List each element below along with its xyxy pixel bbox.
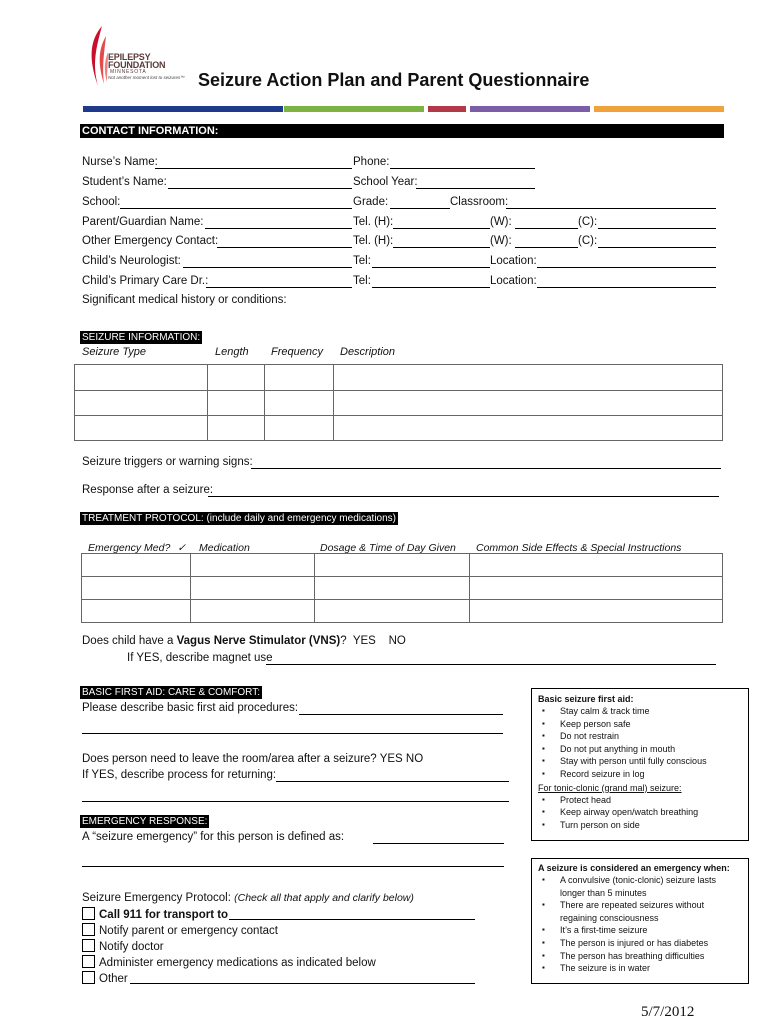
list-item: [538, 768, 748, 781]
nurse-name-field[interactable]: [155, 168, 352, 169]
table-cell[interactable]: [265, 391, 334, 416]
table-row: [75, 416, 723, 441]
bullet-icon: ▪: [542, 731, 545, 741]
list-item-text: Keep airway open/watch breathing: [560, 807, 699, 818]
vns-question: [82, 635, 406, 647]
emergency-definition-field-2[interactable]: [82, 866, 504, 867]
seizure-table: [74, 364, 723, 441]
list-item-text: Do not put anything in mouth: [560, 743, 676, 754]
table-cell[interactable]: [470, 554, 723, 577]
table-row: [75, 391, 723, 416]
bullet-icon: ▪: [542, 706, 545, 715]
protocol-item-notify-parent[interactable]: [82, 923, 278, 937]
medical-history-label: Significant medical history or conditions:: [82, 294, 287, 306]
table-cell[interactable]: [82, 600, 191, 623]
other-contact-label: Other Emergency Contact:: [82, 235, 219, 247]
box1-list: [538, 705, 748, 781]
list-item-text: Stay calm & track time: [560, 706, 650, 716]
list-item: [538, 705, 748, 718]
primary-tel-field[interactable]: [372, 287, 490, 288]
protocol-item-label: Other: [99, 973, 128, 985]
neuro-location-field[interactable]: [537, 267, 716, 268]
list-item-text: The seizure is in water: [560, 963, 651, 974]
contact-header: CONTACT INFORMATION:: [80, 124, 724, 138]
table-cell[interactable]: [191, 577, 315, 600]
bullet-icon: ▪: [542, 937, 545, 947]
table-row: [82, 577, 723, 600]
table-cell[interactable]: [82, 554, 191, 577]
table-cell[interactable]: [315, 577, 470, 600]
bullet-icon: ▪: [542, 819, 545, 829]
list-item: [538, 755, 748, 768]
bullet-icon: ▪: [542, 963, 545, 973]
box1-subtitle: For tonic-clonic (grand mal) seizure:: [538, 782, 682, 793]
list-item: [538, 730, 748, 743]
triggers-label: Seizure triggers or warning signs:: [82, 456, 253, 468]
table-cell[interactable]: [265, 416, 334, 441]
box1-list2: [538, 794, 748, 832]
other-c-field[interactable]: [598, 247, 716, 248]
list-item: [538, 819, 748, 832]
protocol-item-other[interactable]: [82, 971, 128, 985]
table-cell[interactable]: [208, 365, 265, 391]
color-bar-green: [284, 106, 424, 112]
response-label: Response after a seizure:: [82, 484, 214, 496]
list-item-text: The person is injured or has diabetes: [560, 937, 709, 948]
bullet-icon: ▪: [542, 875, 545, 884]
school-field[interactable]: [120, 208, 352, 209]
seizure-type-col: Seizure Type: [82, 346, 146, 358]
other-w-field[interactable]: [515, 247, 578, 248]
list-item-text: There are repeated seizures without regaining consciousness: [560, 900, 705, 923]
table-cell[interactable]: [470, 577, 723, 600]
protocol-item-label: Call 911 for transport to: [99, 909, 229, 921]
parent-c-label: (C):: [578, 216, 598, 228]
protocol-item-label: Administer emergency medications as indicated below: [99, 957, 376, 969]
table-row: [82, 554, 723, 577]
primary-care-label: Child’s Primary Care Dr.:: [82, 275, 209, 287]
protocol-item-notify-doctor[interactable]: [82, 939, 164, 953]
table-row: [82, 600, 723, 623]
box1-title: Basic seizure first aid:: [538, 694, 634, 704]
neurologist-label: Child’s Neurologist:: [82, 255, 181, 267]
list-item-text: Protect head: [560, 794, 612, 805]
checkbox[interactable]: [82, 971, 95, 984]
checkbox[interactable]: [82, 923, 95, 936]
first-aid-field-1[interactable]: [299, 714, 503, 715]
table-cell[interactable]: [191, 554, 315, 577]
protocol-hint: (Check all that apply and clarify below): [234, 892, 414, 904]
table-cell[interactable]: [334, 416, 723, 441]
primary-tel-label: Tel:: [353, 275, 371, 287]
student-name-label: Student’s Name:: [82, 176, 167, 188]
magnet-use-field[interactable]: [266, 664, 716, 665]
vns-question-bold: Vagus Nerve Stimulator (VNS): [176, 635, 341, 647]
transport-field[interactable]: [229, 919, 475, 920]
phone-field[interactable]: [390, 168, 535, 169]
other-c-label: (C):: [578, 235, 598, 247]
list-item-text: It’s a first-time seizure: [560, 925, 648, 936]
checkbox[interactable]: [82, 907, 95, 920]
table-cell[interactable]: [470, 600, 723, 623]
neuro-tel-label: Tel:: [353, 255, 371, 267]
list-item: [538, 962, 748, 975]
primary-location-label: Location:: [490, 275, 537, 287]
returning-label: If YES, describe process for returning:: [82, 769, 277, 781]
other-tel-h-field[interactable]: [393, 247, 490, 248]
table-cell[interactable]: [75, 365, 208, 391]
neuro-location-label: Location:: [490, 255, 537, 267]
parent-tel-h-label: Tel. (H):: [353, 216, 394, 228]
list-item-text: Turn person on side: [560, 819, 640, 830]
protocol-item-administer-meds[interactable]: [82, 955, 376, 969]
bullet-icon: ▪: [542, 950, 545, 960]
length-col: Length: [215, 346, 249, 358]
protocol-item-call-911[interactable]: [82, 907, 228, 921]
classroom-label: Classroom:: [450, 196, 509, 208]
side-effects-col: Common Side Effects & Special Instructions: [476, 542, 682, 554]
seizure-info-header: SEIZURE INFORMATION:: [82, 332, 201, 343]
description-col: Description: [340, 346, 396, 358]
bullet-icon: ▪: [542, 925, 545, 935]
bullet-icon: ▪: [542, 718, 545, 728]
box2-list: [538, 874, 748, 975]
medication-col: Medication: [199, 542, 250, 554]
school-label: School:: [82, 196, 121, 208]
student-name-field[interactable]: [168, 188, 352, 189]
checkmark-icon: ✓: [177, 542, 187, 554]
protocol-item-label: Notify doctor: [99, 941, 164, 953]
list-item: [538, 899, 720, 924]
list-item-text: Keep person safe: [560, 718, 631, 729]
school-year-field[interactable]: [416, 188, 535, 189]
parent-w-label: (W):: [490, 216, 512, 228]
bullet-icon: ▪: [542, 807, 545, 817]
logo-state: MINNESOTA: [110, 69, 147, 75]
parent-c-field[interactable]: [598, 228, 716, 229]
epilepsy-foundation-logo: [86, 24, 196, 94]
table-cell[interactable]: [208, 416, 265, 441]
other-field[interactable]: [130, 983, 475, 984]
table-cell[interactable]: [265, 365, 334, 391]
other-w-label: (W):: [490, 235, 512, 247]
emergency-response-header: EMERGENCY RESPONSE:: [82, 816, 208, 827]
other-contact-field[interactable]: [217, 247, 352, 248]
nurse-name-label: Nurse’s Name:: [82, 156, 158, 168]
protocol-title: Seizure Emergency Protocol:: [82, 892, 231, 904]
box2-title: A seizure is considered an emergency when:: [538, 863, 730, 873]
list-item: [538, 874, 720, 899]
list-item-text: A convulsive (tonic-clonic) seizure lasts longer than 5 minutes: [560, 875, 717, 898]
parent-name-field[interactable]: [205, 228, 352, 229]
grade-label: Grade:: [353, 196, 389, 208]
magnet-use-label: If YES, describe magnet use: [127, 652, 273, 664]
table-cell[interactable]: [315, 600, 470, 623]
vns-question-pre: Does child have a: [82, 635, 177, 647]
checkbox[interactable]: [82, 939, 95, 952]
list-item-text: Record seizure in log: [560, 768, 645, 779]
table-cell[interactable]: [75, 391, 208, 416]
page-title: Seizure Action Plan and Parent Questionnaire: [198, 70, 590, 90]
phone-label: Phone:: [353, 156, 390, 168]
first-aid-header: BASIC FIRST AID: CARE & COMFORT:: [82, 687, 260, 698]
list-item: [538, 794, 748, 807]
primary-care-field[interactable]: [206, 287, 352, 288]
table-cell[interactable]: [334, 365, 723, 391]
color-bar-red: [428, 106, 466, 112]
table-cell[interactable]: [315, 554, 470, 577]
bullet-icon: ▪: [542, 743, 545, 753]
protocol-item-label: Notify parent or emergency contact: [99, 925, 278, 937]
protocol-label: [82, 892, 414, 904]
list-item-text: The person has breathing difficulties: [560, 950, 705, 961]
dosage-col: Dosage & Time of Day Given: [320, 542, 456, 554]
bullet-icon: ▪: [542, 900, 545, 910]
color-bar-orange: [594, 106, 724, 112]
first-aid-prompt: Please describe basic first aid procedures:: [82, 702, 299, 714]
medication-table: [81, 553, 723, 623]
logo-org-line1: EPILEPSY: [108, 52, 151, 62]
parent-w-field[interactable]: [515, 228, 578, 229]
vns-question-post: ? YES NO: [340, 635, 406, 647]
list-item: [538, 806, 748, 819]
list-item: [538, 950, 748, 963]
parent-name-label: Parent/Guardian Name:: [82, 216, 204, 228]
returning-field-2[interactable]: [82, 801, 509, 802]
emergency-criteria-box: [531, 858, 749, 984]
list-item-text: Do not restrain: [560, 731, 620, 742]
neurologist-field[interactable]: [183, 267, 352, 268]
list-item-text: Stay with person until fully conscious: [560, 756, 707, 767]
bullet-icon: ▪: [542, 794, 545, 804]
table-cell[interactable]: [82, 577, 191, 600]
bullet-icon: ▪: [542, 756, 545, 766]
first-aid-info-box: [531, 688, 749, 841]
list-item: [538, 743, 748, 756]
first-aid-field-2[interactable]: [82, 733, 503, 734]
logo-org-line2: FOUNDATION: [108, 60, 166, 70]
table-cell[interactable]: [191, 600, 315, 623]
school-year-label: School Year:: [353, 176, 418, 188]
seizure-emergency-definition: A “seizure emergency” for this person is defined as:: [82, 831, 345, 843]
color-bar-purple: [470, 106, 590, 112]
logo-tagline: Not another moment lost to seizures™: [108, 75, 185, 80]
neuro-tel-field[interactable]: [372, 267, 490, 268]
checkbox[interactable]: [82, 955, 95, 968]
frequency-col: Frequency: [271, 346, 323, 358]
color-bar-navy: [83, 106, 283, 112]
response-field[interactable]: [208, 496, 719, 497]
returning-field-1[interactable]: [276, 781, 509, 782]
grade-field[interactable]: [390, 208, 450, 209]
primary-location-field[interactable]: [537, 287, 716, 288]
list-item: [538, 937, 748, 950]
table-cell[interactable]: [208, 391, 265, 416]
emergency-med-label: Emergency Med?: [88, 542, 171, 554]
emergency-definition-field-1[interactable]: [373, 843, 504, 844]
list-item: [538, 718, 748, 731]
treatment-header: TREATMENT PROTOCOL: (include daily and emergency medications): [82, 513, 396, 524]
other-tel-h-label: Tel. (H):: [353, 235, 394, 247]
document-date: 5/7/2012: [641, 1004, 695, 1020]
table-cell[interactable]: [75, 416, 208, 441]
list-item: [538, 924, 748, 937]
leave-room-question: Does person need to leave the room/area after a seizure? YES NO: [82, 753, 424, 765]
table-cell[interactable]: [334, 391, 723, 416]
bullet-icon: ▪: [542, 768, 545, 778]
table-row: [75, 365, 723, 391]
classroom-field[interactable]: [506, 208, 716, 209]
triggers-field[interactable]: [251, 468, 721, 469]
parent-tel-h-field[interactable]: [393, 228, 490, 229]
